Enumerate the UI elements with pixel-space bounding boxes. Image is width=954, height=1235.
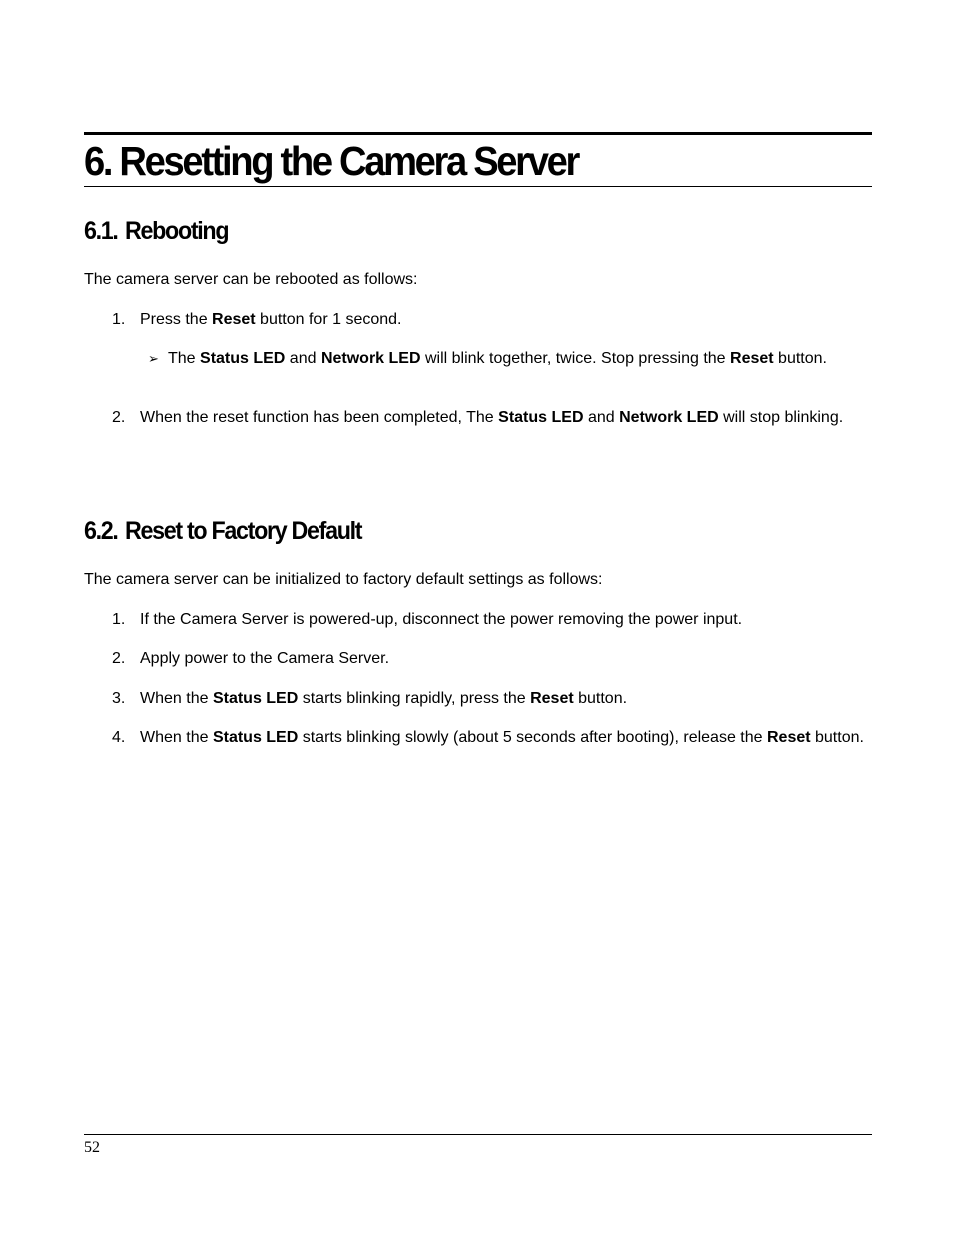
section-heading-text: Reset to Factory Default	[125, 517, 362, 545]
list-item	[112, 728, 870, 748]
page-number: 52	[84, 1139, 100, 1156]
sub-bullet-text: The Status LED and Network LED will blink together, twice. Stop pressing the Reset button.	[168, 350, 827, 367]
footer-rule	[84, 1134, 872, 1135]
step-text: Press the Reset button for 1 second.	[140, 311, 402, 328]
step-text: When the Status LED starts blinking rapidly, press the Reset button.	[140, 690, 628, 707]
step-number: 2.	[112, 650, 126, 667]
section-number: 6.1.	[84, 217, 118, 245]
step-number: 4.	[112, 729, 126, 746]
step-text: When the Status LED starts blinking slowly (about 5 seconds after booting), release the Reset button.	[140, 729, 864, 746]
list-item	[112, 649, 870, 669]
section-heading-text: Rebooting	[125, 217, 229, 245]
list-item	[112, 408, 870, 428]
step-text: If the Camera Server is powered-up, disconnect the power removing the power input.	[140, 611, 743, 628]
section-heading-rebooting	[84, 216, 228, 246]
section-intro: The camera server can be initialized to factory default settings as follows:	[84, 571, 603, 588]
step-text: When the reset function has been completed, The Status LED and Network LED will stop blinking.	[140, 409, 844, 426]
step-text: Apply power to the Camera Server.	[140, 650, 390, 667]
section-number: 6.2.	[84, 517, 118, 545]
title-bottom-rule	[84, 186, 872, 187]
step-number: 1.	[112, 611, 126, 628]
step-number: 2.	[112, 409, 126, 426]
step-number: 1.	[112, 311, 126, 328]
section-intro: The camera server can be rebooted as follows:	[84, 271, 418, 288]
list-item	[112, 689, 870, 709]
step-number: 3.	[112, 690, 126, 707]
sub-bullet-item	[148, 349, 870, 369]
arrow-bullet-icon: ➢	[148, 351, 159, 366]
list-item	[112, 610, 870, 630]
section-heading-factory-default	[84, 516, 361, 546]
page-title: 6. Resetting the Camera Server	[84, 138, 578, 184]
title-top-rule	[84, 132, 872, 135]
list-item	[112, 310, 870, 330]
